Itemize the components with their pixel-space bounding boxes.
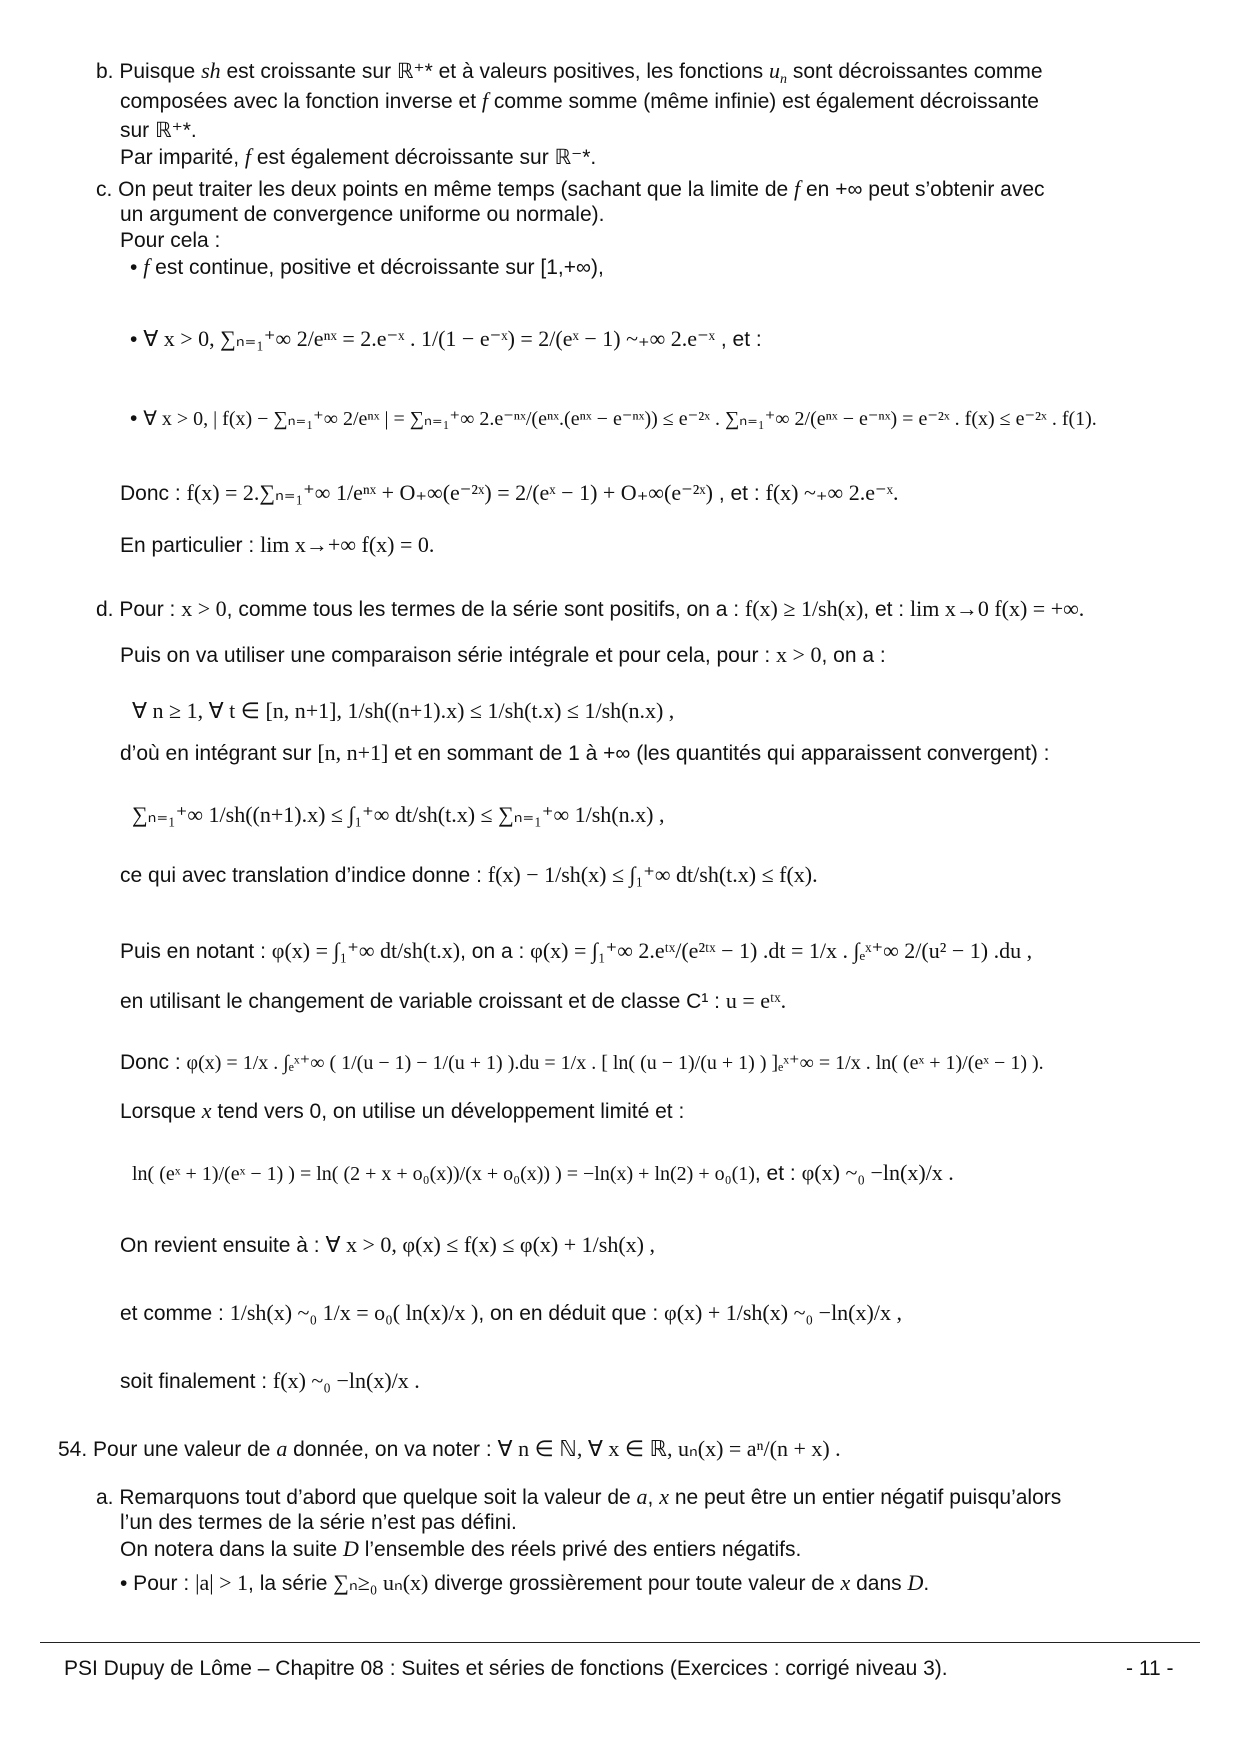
text: 54. Pour une valeur de (58, 1438, 271, 1461)
d-line-9 (120, 1050, 1044, 1076)
ex54-a-line-4 (120, 1570, 929, 1597)
text: composées avec la fonction inverse et (120, 90, 477, 113)
text: c. On peut traiter les deux points en même temps (sachant que la limite de (96, 178, 789, 201)
math: ∑ₙ≥₀ uₙ(x) (333, 1570, 429, 1595)
text: ne peut être un entier négatif puisqu’alors (674, 1486, 1062, 1509)
text: dans (856, 1572, 902, 1595)
math-f: f (143, 254, 150, 279)
math-x: x (659, 1484, 669, 1509)
math: x > 0 (776, 642, 822, 667)
text: On notera dans la suite (120, 1538, 338, 1561)
math: |a| > 1 (195, 1570, 249, 1595)
d-line-4 (120, 740, 1049, 767)
text: est croissante sur ℝ⁺* et à valeurs positives, les fonctions (226, 60, 764, 83)
text: donnée, on va noter : (293, 1438, 492, 1461)
math-sh: sh (201, 58, 221, 83)
d-line-12 (120, 1232, 655, 1259)
c-particulier (120, 532, 434, 559)
math-equation: ∀ x > 0, | f(x) − ∑ₙ₌₁⁺∞ 2/eⁿˣ | = ∑ₙ₌₁⁺∞ 2.e⁻ⁿˣ/(eⁿˣ.(eⁿˣ − e⁻ⁿˣ)) ≤ e⁻²ˣ . ∑ₙ₌₁⁺∞ 2/(eⁿˣ − e⁻ⁿˣ) = e⁻²ˣ . f(x) ≤ e⁻²ˣ . f(1). (143, 408, 1097, 430)
b-line-4 (120, 144, 596, 171)
text: , et : (720, 328, 762, 351)
math: [n, n+1] (317, 740, 389, 765)
c-line-1 (96, 176, 1045, 203)
text: d. Pour : (96, 598, 176, 621)
text: On revient ensuite à : (120, 1234, 320, 1257)
math-equation: ∀ x > 0, ∑ₙ₌₁⁺∞ 2/eⁿˣ = 2.e⁻ˣ . 1/(1 − e⁻ˣ) = 2/(eˣ − 1) ~₊∞ 2.e⁻ˣ (143, 326, 716, 351)
d-line-7 (120, 938, 1032, 965)
d-line-1 (96, 596, 1084, 623)
math-sub-n: n (779, 72, 787, 88)
math-equation: ∀ x > 0, φ(x) ≤ f(x) ≤ φ(x) + 1/sh(x) , (325, 1232, 655, 1257)
math-equation: u = eᵗˣ. (725, 988, 787, 1013)
text: a. Remarquons tout d’abord que quelque soit la valeur de (96, 1486, 631, 1509)
text: et comme : (120, 1302, 224, 1325)
text: l’ensemble des réels privé des entiers négatifs. (364, 1538, 802, 1561)
text: b. Puisque (96, 60, 196, 83)
bullet-icon: • (130, 328, 138, 351)
math-f: f (794, 176, 801, 201)
text: Puis en notant : (120, 940, 266, 963)
c-line-2: un argument de convergence uniforme ou normale). (120, 203, 605, 226)
text: comme somme (même infinie) est également décroissante (493, 90, 1039, 113)
text: . (923, 1572, 930, 1595)
math: lim x→0 f(x) = +∞. (909, 596, 1085, 621)
ex54-a-line-2: l’un des termes de la série n’est pas défini. (120, 1511, 517, 1534)
text: , on a : (821, 644, 886, 667)
b-line-3: sur ℝ⁺*. (120, 119, 197, 142)
math-equation: f(x) ~₊∞ 2.e⁻ˣ. (765, 480, 899, 505)
math-D: D (342, 1536, 359, 1561)
text: Donc : (120, 482, 181, 505)
math-x: x (201, 1098, 212, 1123)
text: , on en déduit que : (478, 1302, 659, 1325)
text: et en sommant de 1 à +∞ (les quantités qui apparaissent convergent) : (394, 742, 1050, 765)
d-line-10 (120, 1098, 684, 1125)
text: en utilisant le changement de variable croissant et de classe C¹ : (120, 990, 720, 1013)
ex54-a-line-3 (120, 1536, 801, 1563)
text: , la série (248, 1572, 328, 1595)
text: ce qui avec translation d’indice donne : (120, 864, 482, 887)
math-a: a (636, 1484, 648, 1509)
text: diverge grossièrement pour toute valeur de (434, 1572, 835, 1595)
math: x > 0 (181, 596, 227, 621)
math-equation: ∀ n ∈ ℕ, ∀ x ∈ ℝ, uₙ(x) = aⁿ/(n + x) . (497, 1436, 841, 1461)
math-u: u (768, 58, 780, 83)
bullet-icon: • (130, 256, 138, 279)
text: est continue, positive et décroissante sur [1,+∞), (155, 256, 604, 279)
math-x: x (840, 1570, 851, 1595)
math-equation: ∀ n ≥ 1, ∀ t ∈ [n, n+1], 1/sh((n+1).x) ≤ 1/sh(t.x) ≤ 1/sh(n.x) , (132, 698, 675, 723)
d-line-2 (120, 642, 886, 669)
d-line-13 (120, 1300, 902, 1327)
math-equation: f(x) ~₀ −ln(x)/x . (272, 1368, 420, 1393)
math-equation: ∑ₙ₌₁⁺∞ 1/sh((n+1).x) ≤ ∫₁⁺∞ dt/sh(t.x) ≤ ∑ₙ₌₁⁺∞ 1/sh(n.x) , (132, 802, 665, 827)
d-line-6 (120, 862, 818, 889)
text: , on a : (460, 940, 525, 963)
text: Par imparité, (120, 146, 240, 169)
ex54-a-line-1: a. Remarquons tout d’abord que quelque soit la valeur de a, x ne peut être un entier négatif puisqu’alors (96, 1484, 1062, 1509)
text: Lorsque (120, 1100, 196, 1123)
text: , comme tous les termes de la série sont positifs, on a : (226, 598, 740, 621)
page-number: - 11 - (1126, 1657, 1174, 1680)
text: , et : (863, 598, 905, 621)
c-bullet-1 (130, 254, 604, 281)
bullet-icon: • (130, 407, 138, 430)
text: , et : (754, 1162, 796, 1185)
math-f: f (244, 144, 252, 169)
d-line-14 (120, 1368, 420, 1395)
math-equation: φ(x) ~₀ −ln(x)/x . (801, 1160, 954, 1185)
ex54-line-1 (58, 1436, 841, 1463)
d-line-11 (132, 1160, 954, 1187)
text: sont décroissantes comme (792, 60, 1043, 83)
text: d’où en intégrant sur (120, 742, 312, 765)
math-equation: ln( (eˣ + 1)/(eˣ − 1) ) = ln( (2 + x + o₀(x))/(x + o₀(x)) ) = −ln(x) + ln(2) + o₀(1) (132, 1163, 755, 1185)
text: • Pour : (120, 1572, 190, 1595)
text: En particulier : (120, 534, 255, 557)
text: , et : (718, 482, 760, 505)
b-line-2 (120, 88, 1039, 115)
math-equation: φ(x) = ∫₁⁺∞ 2.eᵗˣ/(e²ᵗˣ − 1) .dt = 1/x . ∫ₑˣ⁺∞ 2/(u² − 1) .du , (530, 938, 1033, 963)
d-line-5 (132, 802, 664, 829)
math: f(x) ≥ 1/sh(x) (744, 596, 864, 621)
d-line-3 (132, 698, 674, 725)
text: est également décroissante sur ℝ⁻*. (256, 146, 597, 169)
text: soit finalement : (120, 1370, 268, 1393)
c-line-3: Pour cela : (120, 229, 221, 252)
footer-rule (40, 1642, 1200, 1643)
text: Donc : (120, 1051, 181, 1074)
footer-text: PSI Dupuy de Lôme – Chapitre 08 : Suites et séries de fonctions (Exercices : corrigé niveau 3). (64, 1657, 948, 1680)
math-equation: φ(x) = ∫₁⁺∞ dt/sh(t.x) (271, 938, 461, 963)
math-D: D (907, 1570, 924, 1595)
c-donc (120, 480, 898, 507)
text: en +∞ peut s’obtenir avec (806, 178, 1045, 201)
math-equation: φ(x) + 1/sh(x) ~₀ −ln(x)/x , (664, 1300, 902, 1325)
math-equation: lim x→+∞ f(x) = 0. (260, 532, 435, 557)
text: Puis on va utiliser une comparaison série intégrale et pour cela, pour : (120, 644, 771, 667)
c-bullet-3 (130, 406, 1097, 432)
math-a: a (276, 1436, 288, 1461)
math-f: f (481, 88, 488, 113)
math-equation: φ(x) = 1/x . ∫ₑˣ⁺∞ ( 1/(u − 1) − 1/(u + 1) ).du = 1/x . [ ln( (u − 1)/(u + 1) ) ]ₑˣ⁺∞ = 1/x . ln( (eˣ + 1)/(eˣ − 1) ). (186, 1052, 1044, 1074)
text: tend vers 0, on utilise un développement limité et : (217, 1100, 685, 1123)
math-equation: 1/sh(x) ~₀ 1/x = o₀( ln(x)/x ) (229, 1300, 479, 1325)
math-equation: f(x) − 1/sh(x) ≤ ∫₁⁺∞ dt/sh(t.x) ≤ f(x). (487, 862, 818, 887)
d-line-8 (120, 988, 786, 1015)
math-equation: f(x) = 2.∑ₙ₌₁⁺∞ 1/eⁿˣ + O₊∞(e⁻²ˣ) = 2/(eˣ − 1) + O₊∞(e⁻²ˣ) (186, 480, 713, 505)
c-bullet-2 (130, 326, 762, 353)
